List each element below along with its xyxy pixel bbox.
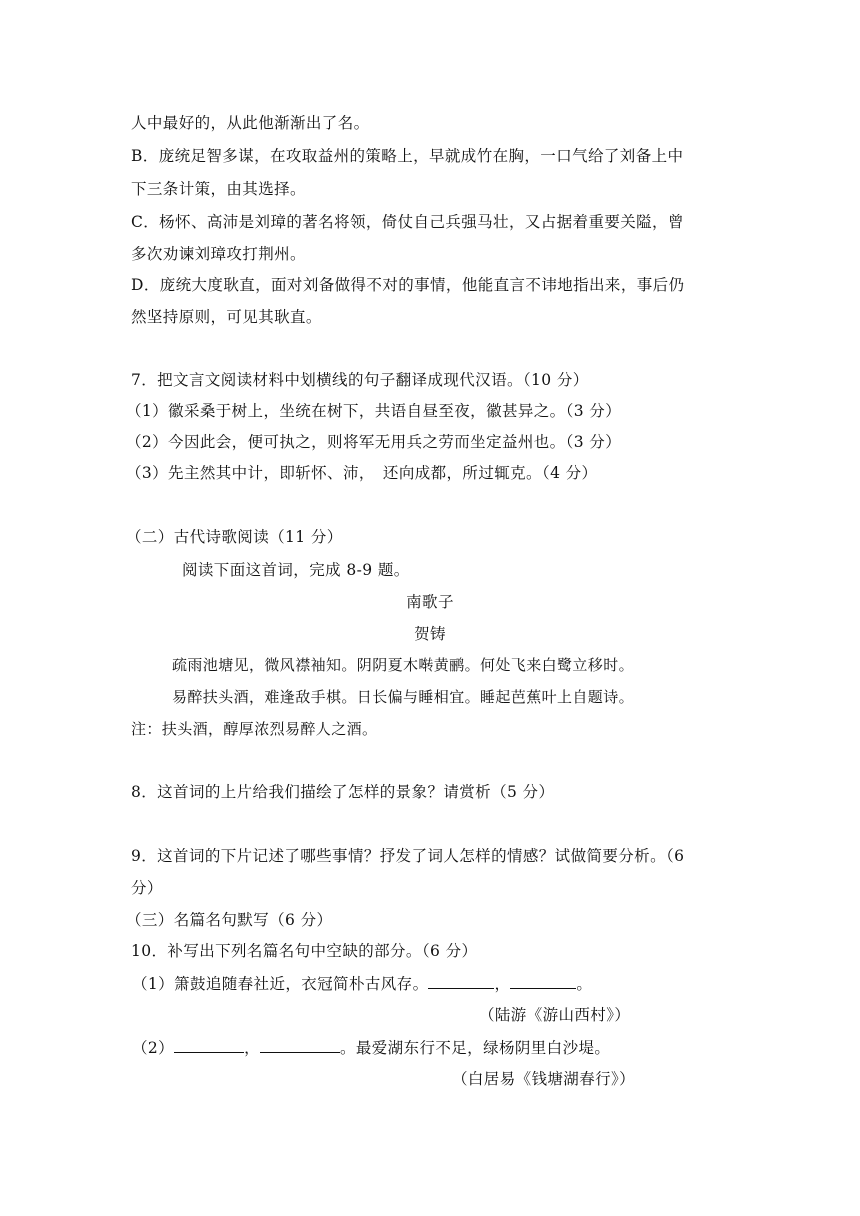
dictation-section-heading: （三）名篇名句默写（6 分） bbox=[126, 911, 333, 929]
poetry-section-heading: （二）古代诗歌阅读（11 分） bbox=[126, 528, 343, 546]
fill-blank-2[interactable] bbox=[510, 974, 576, 989]
q7-sentence-2: （2）今因此会，便可执之，则将军无用兵之劳而坐定益州也。（3 分） bbox=[126, 433, 622, 451]
dictation-item-2 bbox=[132, 1038, 610, 1058]
blank-separator: ， bbox=[494, 975, 511, 993]
option-a-continuation: 人中最好的，从此他渐渐出了名。 bbox=[131, 114, 370, 132]
q10-stem: 10．补写出下列名篇名句中空缺的部分。（6 分） bbox=[131, 942, 478, 960]
option-d-line2: 然坚持原则，可见其耿直。 bbox=[131, 308, 322, 326]
fill-blank-4[interactable] bbox=[260, 1038, 340, 1053]
option-c-line2: 多次劝谏刘璋攻打荆州。 bbox=[131, 245, 306, 263]
dictation-item-2-number: （2） bbox=[132, 1039, 175, 1057]
q9-line1: 9．这首词的下片记述了哪些事情？抒发了词人怎样的情感？试做简要分析。（6 bbox=[131, 847, 685, 865]
dictation-item-1-source: （陆游《游山西村》） bbox=[479, 1006, 631, 1024]
poem-title: 南歌子 bbox=[406, 593, 454, 611]
poem-verse-2: 易醉扶头酒，难逢敌手棋。日长偏与睡相宜。睡起芭蕉叶上自题诗。 bbox=[172, 688, 635, 706]
blank-separator: ， bbox=[244, 1039, 260, 1057]
option-d-line1: D．庞统大度耿直，面对刘备做得不对的事情，他能直言不讳地指出来，事后仍 bbox=[131, 276, 685, 294]
dictation-item-2-source: （白居易《钱塘湖春行》） bbox=[452, 1070, 636, 1088]
fill-blank-3[interactable] bbox=[174, 1038, 244, 1053]
dictation-item-2-text: 。最爱湖东行不足，绿杨阴里白沙堤。 bbox=[339, 1039, 611, 1057]
poem-verse-1: 疏雨池塘见，微风襟袖知。阴阴夏木啭黄鹂。何处飞来白鹭立移时。 bbox=[172, 656, 635, 674]
q8-question: 8．这首词的上片给我们描绘了怎样的景象？请赏析（5 分） bbox=[131, 783, 555, 801]
poem-author: 贺铸 bbox=[414, 625, 446, 643]
q7-sentence-3: （3）先主然其中计，即斩怀、沛， 还向成都，所过辄克。（4 分） bbox=[126, 464, 598, 482]
option-c-line1: C．杨怀、高沛是刘璋的著名将领，倚仗自己兵强马壮，又占据着重要关隘，曾 bbox=[131, 213, 684, 231]
option-b-line2: 下三条计策，由其选择。 bbox=[131, 180, 306, 198]
dictation-item-1 bbox=[132, 974, 592, 994]
blank-end-mark: 。 bbox=[576, 975, 593, 993]
q7-sentence-1: （1）徽采桑于树上，坐统在树下，共语自昼至夜，徽甚异之。（3 分） bbox=[126, 402, 622, 420]
dictation-item-1-text: （1）箫鼓追随春社近，衣冠简朴古风存。 bbox=[132, 975, 429, 993]
q7-stem: 7．把文言文阅读材料中划横线的句子翻译成现代汉语。（10 分） bbox=[131, 371, 589, 389]
poetry-instruction: 阅读下面这首词，完成 8-9 题。 bbox=[182, 561, 410, 579]
option-b-line1: B．庞统足智多谋，在攻取益州的策略上，早就成竹在胸，一口气给了刘备上中 bbox=[131, 147, 684, 165]
q9-line2: 分） bbox=[131, 879, 163, 897]
poem-note: 注：扶头酒，醇厚浓烈易醉人之酒。 bbox=[131, 720, 378, 738]
fill-blank-1[interactable] bbox=[428, 974, 494, 989]
